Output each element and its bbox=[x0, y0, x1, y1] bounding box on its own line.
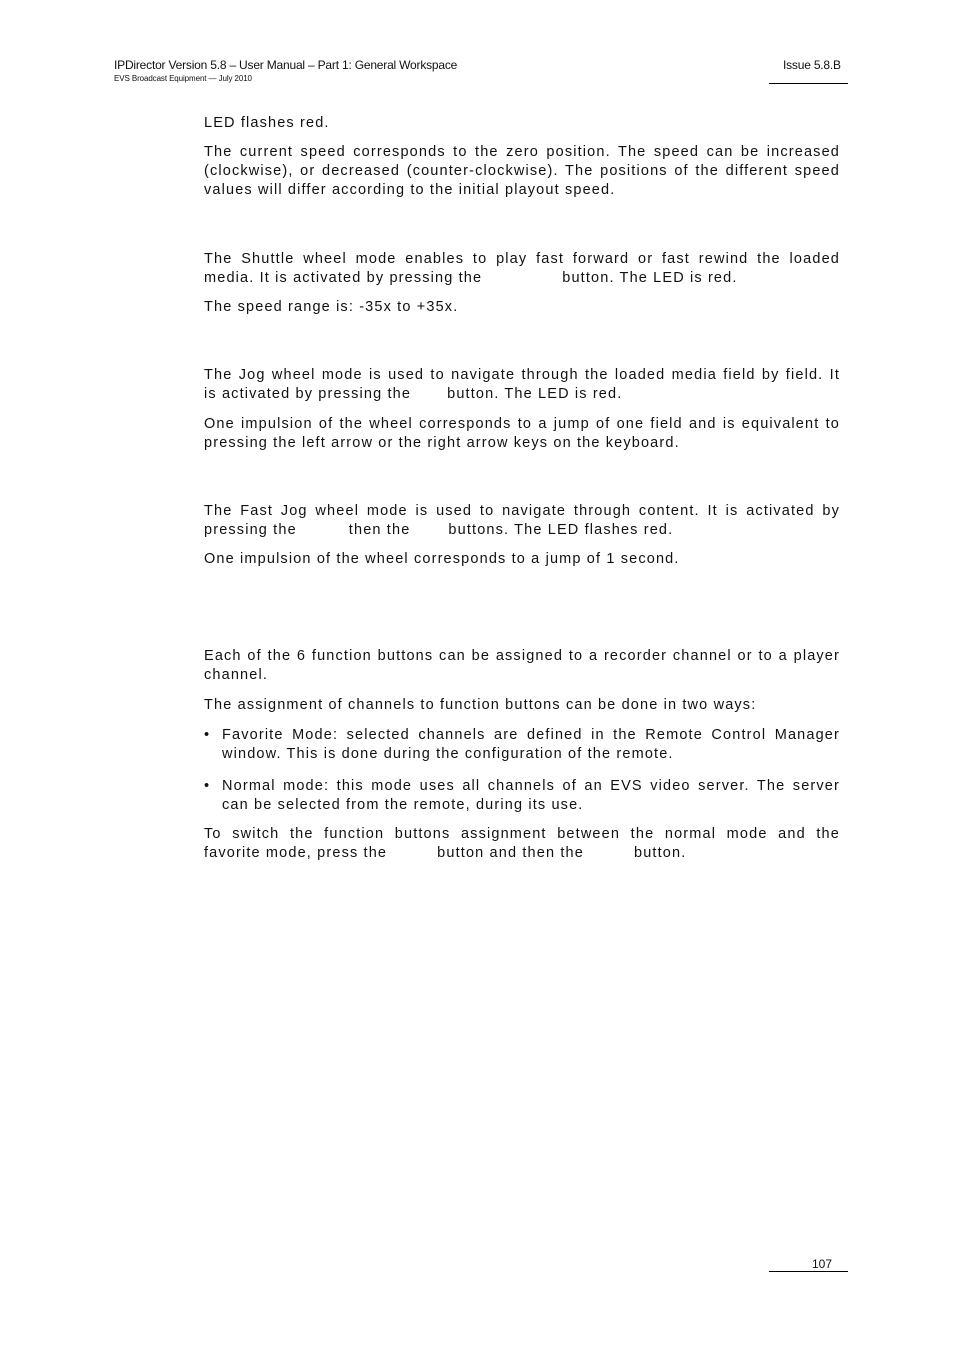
paragraph-fast-jog-impulse: One impulsion of the wheel corresponds to a jump of 1 second. bbox=[204, 551, 680, 567]
paragraph-speed-position: The current speed corresponds to the zero position. The speed can be increased (clockwise), or decreased (counter-clockwise). The positions of the different speed values will differ according to the initial playout speed. bbox=[204, 144, 840, 198]
bullet-icon: • bbox=[204, 727, 211, 743]
header-title: IPDirector Version 5.8 – User Manual – Part 1: General Workspace bbox=[114, 58, 458, 72]
jog-text-b: button. The LED is red. bbox=[447, 386, 623, 402]
footer-rule bbox=[769, 1271, 848, 1272]
header-rule bbox=[769, 83, 848, 84]
paragraph-speed-range: The speed range is: -35x to +35x. bbox=[204, 299, 459, 315]
list-item-text: Favorite Mode: selected channels are defined in the Remote Control Manager window. This is done during the configuration of the remote. bbox=[222, 727, 840, 762]
shuttle-text-a: The Shuttle wheel mode enables to play fast forward or fast rewind the loaded media. It is activated by pressing the bbox=[204, 251, 840, 286]
paragraph-led: LED flashes red. bbox=[204, 115, 330, 131]
paragraph-fast-jog bbox=[204, 502, 840, 540]
page-number: 107 bbox=[812, 1257, 833, 1271]
header-subtitle: EVS Broadcast Equipment — July 2010 bbox=[114, 74, 252, 83]
bullet-icon: • bbox=[204, 778, 211, 794]
header-issue: Issue 5.8.B bbox=[783, 58, 841, 72]
switch-text-a: To switch the function buttons assignment between the normal mode and the favorite mode, press the bbox=[204, 826, 840, 861]
fastjog-text-a: The Fast Jog wheel mode is used to navigate through content. It is activated by pressing the bbox=[204, 503, 840, 538]
jog-text-a: The Jog wheel mode is used to navigate through the loaded media field by field. It is activated by pressing the bbox=[204, 367, 840, 402]
paragraph-jog-impulse: One impulsion of the wheel corresponds to a jump of one field and is equivalent to pressing the left arrow or the right arrow keys on the keyboard. bbox=[204, 416, 840, 451]
paragraph-shuttle bbox=[204, 250, 840, 288]
paragraph-jog bbox=[204, 366, 840, 404]
switch-text-c: button. bbox=[633, 845, 687, 861]
fastjog-text-b: then the bbox=[348, 522, 411, 538]
paragraph-assignment: The assignment of channels to function buttons can be done in two ways: bbox=[204, 697, 757, 713]
list-item-text: Normal mode: this mode uses all channels of an EVS video server. The server can be selected from the remote, during its use. bbox=[222, 778, 840, 813]
shuttle-text-b: button. The LED is red. bbox=[562, 270, 738, 286]
switch-text-b: button and then the bbox=[437, 845, 584, 861]
fastjog-text-c: buttons. The LED flashes red. bbox=[448, 522, 674, 538]
paragraph-function-buttons: Each of the 6 function buttons can be assigned to a recorder channel or to a player channel. bbox=[204, 648, 840, 683]
paragraph-switch-mode bbox=[204, 825, 840, 863]
